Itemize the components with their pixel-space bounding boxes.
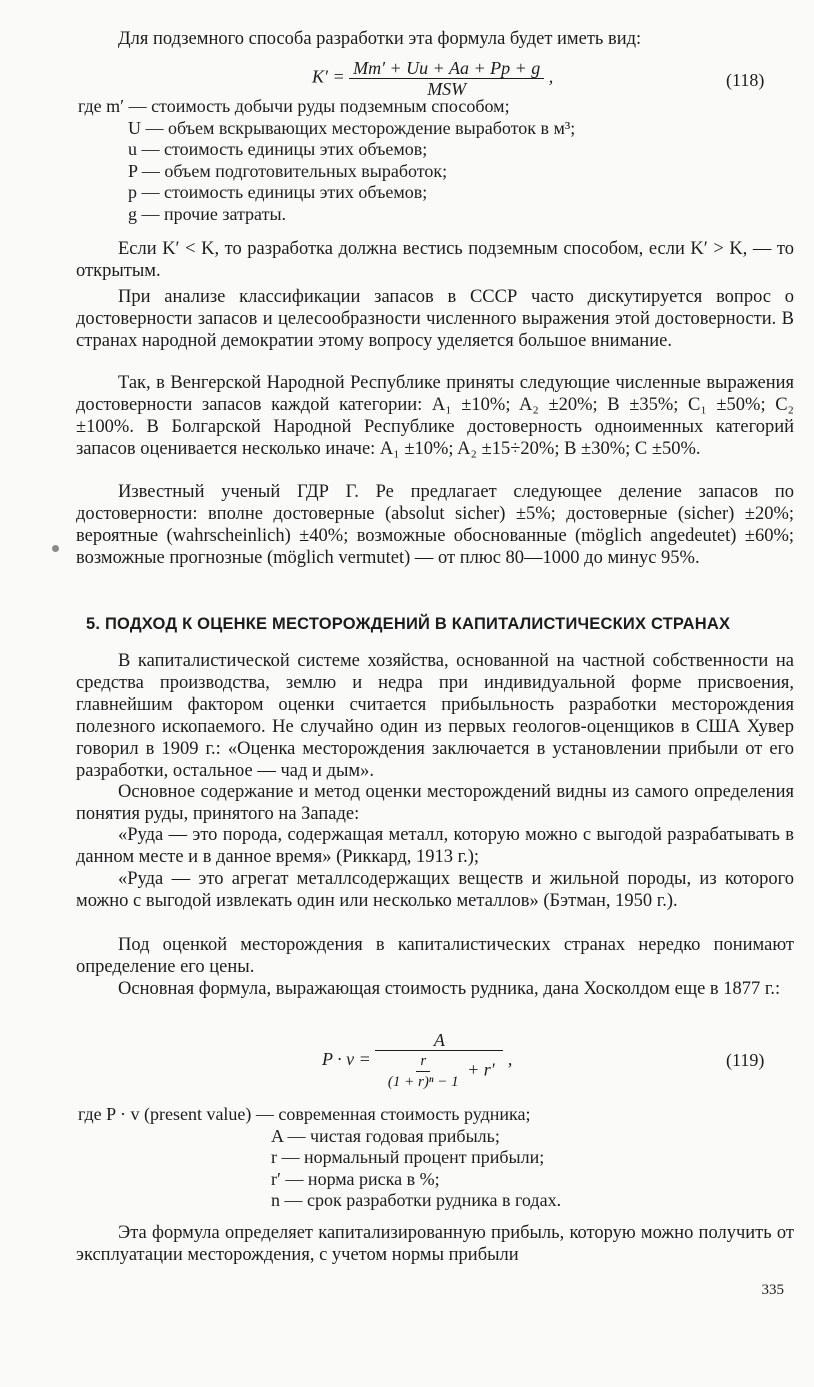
formula-119-denominator <box>380 1051 499 1092</box>
definition-line: u — стоимость единицы этих объемов; <box>128 139 428 159</box>
paragraph-valuation: Под оценкой месторождения в капиталистических странах нередко понимают определение его цены. <box>76 935 794 977</box>
paragraph-formula-explanation: Эта формула определяет капитализированную прибыль, которую можно получить от эксплуатации месторождения, с учетом нормы прибыли <box>76 1223 794 1265</box>
formula-119-fraction <box>375 1030 503 1092</box>
section-heading: 5. ПОДХОД К ОЦЕНКЕ МЕСТОРОЖДЕНИЙ В КАПИТАЛИСТИЧЕСКИХ СТРАНАХ <box>86 615 731 633</box>
definition-line: p — стоимость единицы этих объемов; <box>128 182 428 202</box>
formula-118-numerator: Mm′ + Uu + Aa + Pp + g <box>349 58 544 79</box>
paragraph-hoskold: Основная формула, выражающая стоимость рудника, дана Хосколдом еще в 1877 г.: <box>118 979 781 999</box>
page-number: 335 <box>761 1282 784 1298</box>
paragraph-capitalist-system: В капиталистической системе хозяйства, основанной на частной собственности на средства производства, землю и недра при индивидуальной форме присвоения, главнейшим фактором оценки считается прибыльность разработки месторождения полезного ископаемого. Не случайно один из первых геологов-оценщиков в США Хувер говорил в 1909 г.: «Оценка месторождения заключается в установлении прибыли от его разработки, остальное — чад и дым». <box>76 651 794 781</box>
definition-line: g — прочие затраты. <box>128 203 287 224</box>
formula-118-fraction <box>349 58 544 99</box>
intro-line: Для подземного способа разработки эта формула будет иметь вид: <box>118 29 642 49</box>
formula-119 <box>322 1030 512 1092</box>
equation-number-119: (119) <box>726 1050 765 1070</box>
paragraph-ore-definition: Основное содержание и метод оценки месторождений видны из самого определения понятия руды, принятого на Западе: <box>76 782 794 824</box>
definitions-119 <box>78 1104 561 1212</box>
margin-mark <box>52 545 59 552</box>
formula-119-tail: , <box>507 1049 513 1070</box>
definition-line: U — объем вскрывающих месторождение выработок в м³; <box>128 117 576 138</box>
quote-bateman: «Руда — это агрегат металлсодержащих веществ и жильной породы, из которого можно с выгодой извлекать один или несколько металлов» (Бэтман, 1950 г.). <box>76 869 794 911</box>
definition-line: P — объем подготовительных выработок; <box>128 160 448 181</box>
definition-line: где m′ — стоимость добычи руды подземным способом; <box>78 96 510 116</box>
formula-119-lhs: P · v = <box>322 1049 371 1070</box>
formula-119-inner-fraction <box>384 1051 463 1092</box>
formula-118-denominator: MSW <box>427 79 467 99</box>
definitions-118 <box>78 96 575 225</box>
paragraph-comparison: Если K′ < K, то разработка должна вестись подземным способом, если K′ > K, — то открытым. <box>76 239 794 281</box>
paragraph-gdr: Известный ученый ГДР Г. Ре предлагает следующее деление запасов по достоверности: вполне достоверные (absolut sicher) ±5%; достоверные (sicher) ±20%; вероятные (wahrscheinlich) ±40%; возможные обоснованные (möglich angedeutet) ±60%; возможные прогнозные (möglich vermutet) — от плюс 80—1000 до минус 95%. <box>76 482 794 568</box>
definition-line: r — нормальный процент прибыли; <box>271 1147 545 1167</box>
formula-118-tail: , <box>548 66 554 87</box>
definition-line: r′ — норма риска в %; <box>271 1168 440 1189</box>
paragraph-classification: При анализе классификации запасов в СССР часто дискутируется вопрос о достоверности запасов и целесообразности численного выражения этой достоверности. В странах народной демократии этому вопросу уделяется большое внимание. <box>76 287 794 351</box>
definition-line: где P · v (present value) — современная стоимость рудника; <box>78 1104 531 1124</box>
formula-119-inner-denominator: (1 + r)ⁿ − 1 <box>387 1074 459 1090</box>
formula-118 <box>312 58 553 99</box>
formula-119-inner-numerator: r <box>416 1051 430 1072</box>
paragraph-hungary-bulgaria: Так, в Венгерской Народной Республике приняты следующие численные выражения достоверности запасов каждой категории: A₁ ±10%; A₂ ±20%; B ±35%; C₁ ±50%; C₂ ±100%. В Болгарской Народной Республике достоверность одноименных категорий запасов оценивается несколько иначе: A₁ ±10%; A₂ ±15÷20%; B ±30%; C ±50%. <box>76 373 794 459</box>
definition-line: A — чистая годовая прибыль; <box>271 1125 500 1146</box>
formula-119-risk-term: + r′ <box>467 1059 495 1080</box>
quote-rickard: «Руда — это порода, содержащая металл, которую можно с выгодой разрабатывать в данном месте и в данное время» (Риккард, 1913 г.); <box>76 825 794 867</box>
equation-number-118: (118) <box>726 70 765 90</box>
definition-line: n — срок разработки рудника в годах. <box>271 1190 562 1210</box>
formula-119-numerator: A <box>375 1030 503 1051</box>
formula-118-lhs: K′ = <box>312 66 345 87</box>
